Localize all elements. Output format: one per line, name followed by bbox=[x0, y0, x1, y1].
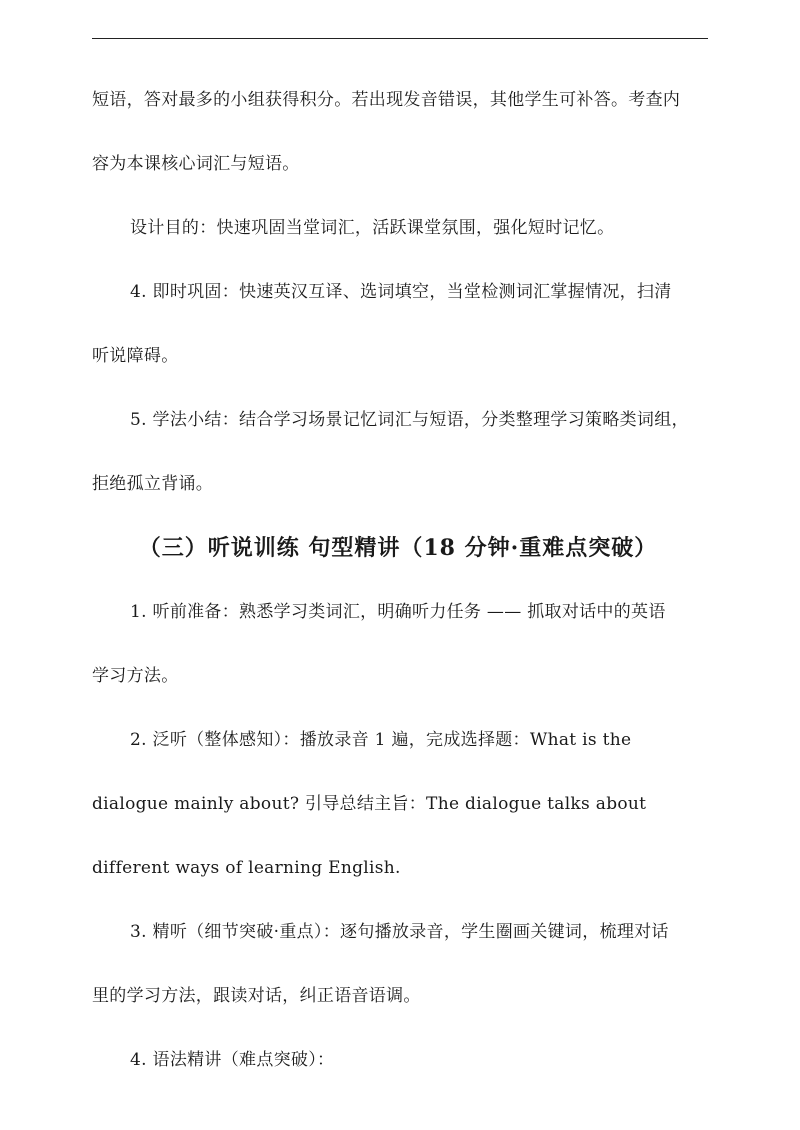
paragraph-line: 听说障碍。 bbox=[92, 346, 179, 366]
paragraph-line: 学习方法。 bbox=[92, 666, 179, 686]
section-heading: （三）听说训练 句型精讲（18 分钟·重难点突破） bbox=[138, 535, 658, 561]
paragraph-line: 4. 即时巩固：快速英汉互译、选词填空，当堂检测词汇掌握情况，扫清 bbox=[130, 282, 672, 302]
paragraph-line: 2. 泛听（整体感知）：播放录音 1 遍，完成选择题：What is the bbox=[130, 730, 632, 750]
paragraph-line: 容为本课核心词汇与短语。 bbox=[92, 154, 300, 174]
paragraph-line: 拒绝孤立背诵。 bbox=[92, 474, 214, 494]
header-rule bbox=[92, 38, 708, 39]
paragraph-line: 里的学习方法，跟读对话，纠正语音语调。 bbox=[92, 986, 421, 1006]
paragraph-line: 3. 精听（细节突破·重点）：逐句播放录音，学生圈画关键词，梳理对话 bbox=[130, 922, 669, 942]
paragraph-line: 设计目的：快速巩固当堂词汇，活跃课堂氛围，强化短时记忆。 bbox=[130, 218, 615, 238]
paragraph-line: 短语，答对最多的小组获得积分。若出现发音错误，其他学生可补答。考查内 bbox=[92, 90, 681, 110]
paragraph-line: dialogue mainly about? 引导总结主旨：The dialogue talks about bbox=[92, 794, 647, 814]
paragraph-line: 5. 学法小结：结合学习场景记忆词汇与短语，分类整理学习策略类词组， bbox=[130, 410, 689, 430]
paragraph-line: 1. 听前准备：熟悉学习类词汇，明确听力任务 —— 抓取对话中的英语 bbox=[130, 602, 666, 622]
paragraph-line: 4. 语法精讲（难点突破）： bbox=[130, 1050, 335, 1070]
document-body bbox=[92, 68, 708, 1092]
paragraph-line: different ways of learning English. bbox=[92, 858, 401, 878]
